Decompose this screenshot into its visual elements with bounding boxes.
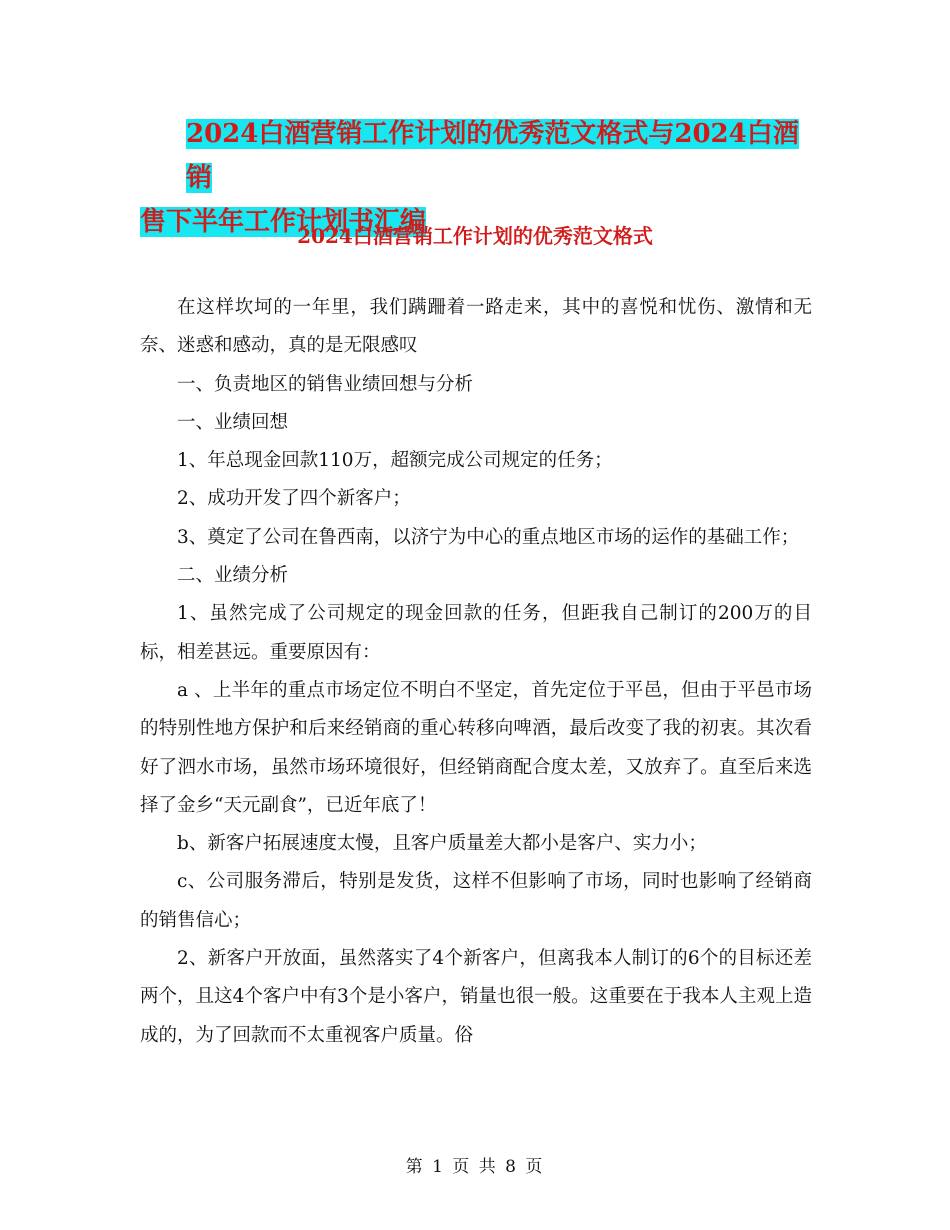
paragraph: b、新客户拓展速度太慢，且客户质量差大都小是客户、实力小； [177,833,707,855]
main-title-line-1: 2024白酒营销工作计划的优秀范文格式与2024白酒销 [186,119,799,193]
paragraph: 2、新客户开放面，虽然落实了4个新客户，但离我本人制订的6个的目标还差两个，且这4个客户中有3个是小客户，销量也很一般。这重要在于我本人主观上造成的，为了回款而不太重视客户质量。俗 [140,948,812,1046]
paragraph: 2、成功开发了四个新客户； [177,488,411,510]
body-text [140,289,812,1055]
paragraph: 二、业绩分析 [177,565,289,587]
page-footer: 第 1 页 共 8 页 [405,1157,545,1177]
section-title: 2024白酒营销工作计划的优秀范文格式 [297,224,653,248]
paragraph: c、公司服务滞后，特别是发货，这样不但影响了市场，同时也影响了经销商的销售信心； [140,871,812,931]
paragraph: 在这样坎坷的一年里，我们蹒跚着一路走来，其中的喜悦和忧伤、激情和无奈、迷惑和感动，真的是无限感叹 [140,297,812,357]
main-title-line-2: 售下半年工作计划书汇编 [140,207,427,237]
paragraph: 1、年总现金回款110万，超额完成公司规定的任务； [177,450,613,472]
paragraph: a 、上半年的重点市场定位不明白不坚定，首先定位于平邑，但由于平邑市场的特别性地方保护和后来经销商的重心转移向啤酒，最后改变了我的初衷。其次看好了泗水市场，虽然市场环境很好，但经销商配合度太差，又放弃了。直至后来选择了金乡“天元副食”，已近年底了！ [140,679,812,816]
paragraph: 一、业绩回想 [177,411,289,433]
paragraph: 一、负责地区的销售业绩回想与分析 [177,373,474,395]
paragraph: 1、虽然完成了公司规定的现金回款的任务，但距我自己制订的200万的目标，相差甚远。重要原因有： [140,603,812,663]
paragraph: 3、奠定了公司在鲁西南，以济宁为中心的重点地区市场的运作的基础工作； [177,526,800,548]
